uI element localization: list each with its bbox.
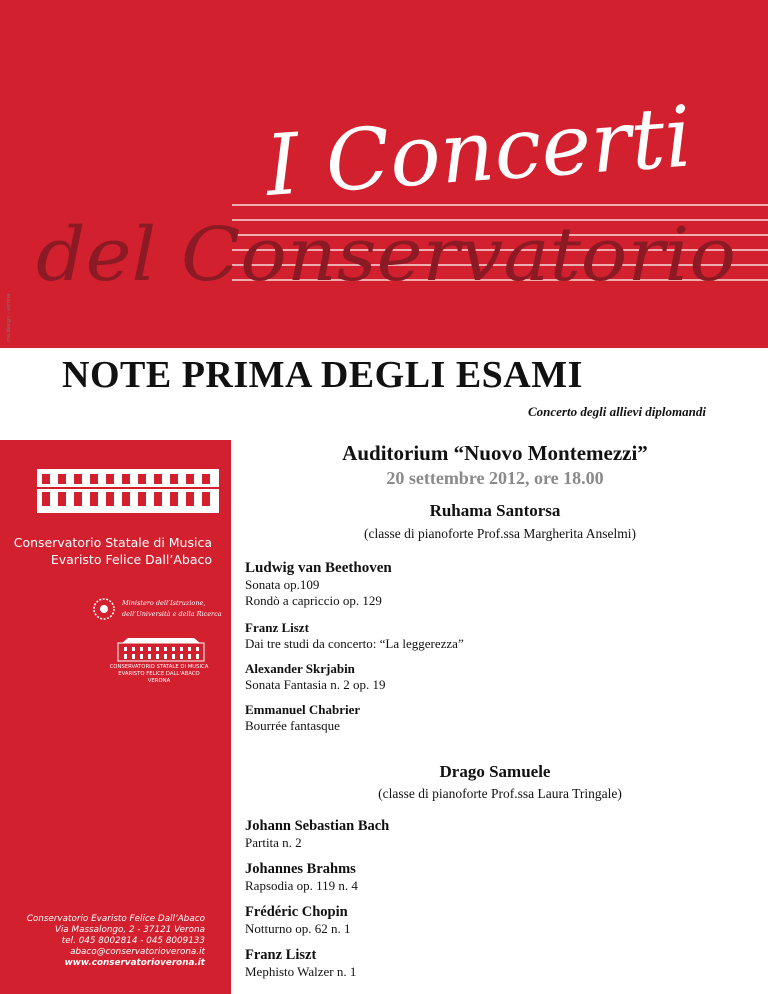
conservatory-name <box>0 534 212 568</box>
program-item <box>245 559 735 609</box>
performer-name: Drago Samuele <box>439 762 551 781</box>
work-title: Bourrée fantasque <box>245 718 340 733</box>
work-title: Dai tre studi da concerto: “La leggerezza” <box>245 636 464 651</box>
contact-name: Conservatorio Evaristo Felice Dall’Abaco <box>26 914 205 924</box>
conservatory-building-logo <box>28 454 228 526</box>
work-title: Mephisto Walzer n. 1 <box>245 964 357 979</box>
performer-class: (classe di pianoforte Prof.ssa Laura Tringale) <box>378 786 622 801</box>
work-title: Rapsodia op. 119 n. 4 <box>245 878 358 893</box>
title-line-2: del Conservatorio <box>36 212 736 298</box>
small-logo-line-3: VERONA <box>147 678 171 684</box>
conservatory-name-line-2: Evaristo Felice Dall’Abaco <box>50 552 212 567</box>
design-credit: ma design - verona <box>6 293 12 342</box>
performer-class: (classe di pianoforte Prof.ssa Margherita Anselmi) <box>364 526 636 541</box>
composer-name: Johann Sebastian Bach <box>245 818 390 834</box>
concert-series-title <box>0 80 768 340</box>
work-title: Rondò a capriccio op. 129 <box>245 593 382 608</box>
small-logo-caption <box>96 664 222 685</box>
program-item <box>245 620 735 652</box>
event-date: 20 settembre 2012, ore 18.00 <box>386 468 604 488</box>
title-line-1: I Concerti <box>262 87 695 215</box>
composer-name: Franz Liszt <box>245 947 317 963</box>
contact-phone: tel. 045 8002814 - 045 8009133 <box>61 936 205 946</box>
event-subtitle: Concerto degli allievi diplomandi <box>527 404 706 419</box>
contact-address: Via Massalongo, 2 - 37121 Verona <box>54 925 205 935</box>
composer-name: Emmanuel Chabrier <box>245 702 361 717</box>
contact-block <box>0 914 205 969</box>
work-title: Sonata op.109 <box>245 577 320 592</box>
ministry-line-1: Ministero dell’Istruzione, <box>122 599 206 607</box>
small-building-icon <box>112 637 210 663</box>
event-headline: NOTE PRIMA DEGLI ESAMI <box>62 354 583 396</box>
program-item <box>245 661 735 693</box>
ministry-line-2: dell’Università e della Ricerca <box>122 610 222 618</box>
contact-email[interactable]: abaco@conservatorioverona.it <box>70 947 205 957</box>
program-item <box>245 817 735 851</box>
work-title: Notturno op. 62 n. 1 <box>245 921 351 936</box>
work-title: Sonata Fantasia n. 2 op. 19 <box>245 677 386 692</box>
performer-name: Ruhama Santorsa <box>429 501 561 520</box>
composer-name: Franz Liszt <box>245 620 309 635</box>
title-artwork <box>0 80 768 340</box>
composer-name: Alexander Skrjabin <box>245 661 355 676</box>
contact-website-link[interactable]: www.conservatorioverona.it <box>64 958 205 968</box>
program-item <box>245 702 735 734</box>
program-item <box>245 903 735 937</box>
event-venue: Auditorium “Nuovo Montemezzi” <box>342 441 648 465</box>
program-item <box>245 860 735 894</box>
work-title: Partita n. 2 <box>245 835 302 850</box>
composer-name: Frédéric Chopin <box>245 904 348 920</box>
composer-name: Ludwig van Beethoven <box>245 560 392 576</box>
small-logo-line-2: EVARISTO FELICE DALL’ABACO <box>118 671 200 677</box>
small-logo-line-1: CONSERVATORIO STATALE DI MUSICA <box>109 664 209 670</box>
ministry-label <box>122 598 226 620</box>
composer-name: Johannes Brahms <box>245 861 356 877</box>
conservatory-name-line-1: Conservatorio Statale di Musica <box>13 535 212 550</box>
program-item <box>245 946 735 980</box>
